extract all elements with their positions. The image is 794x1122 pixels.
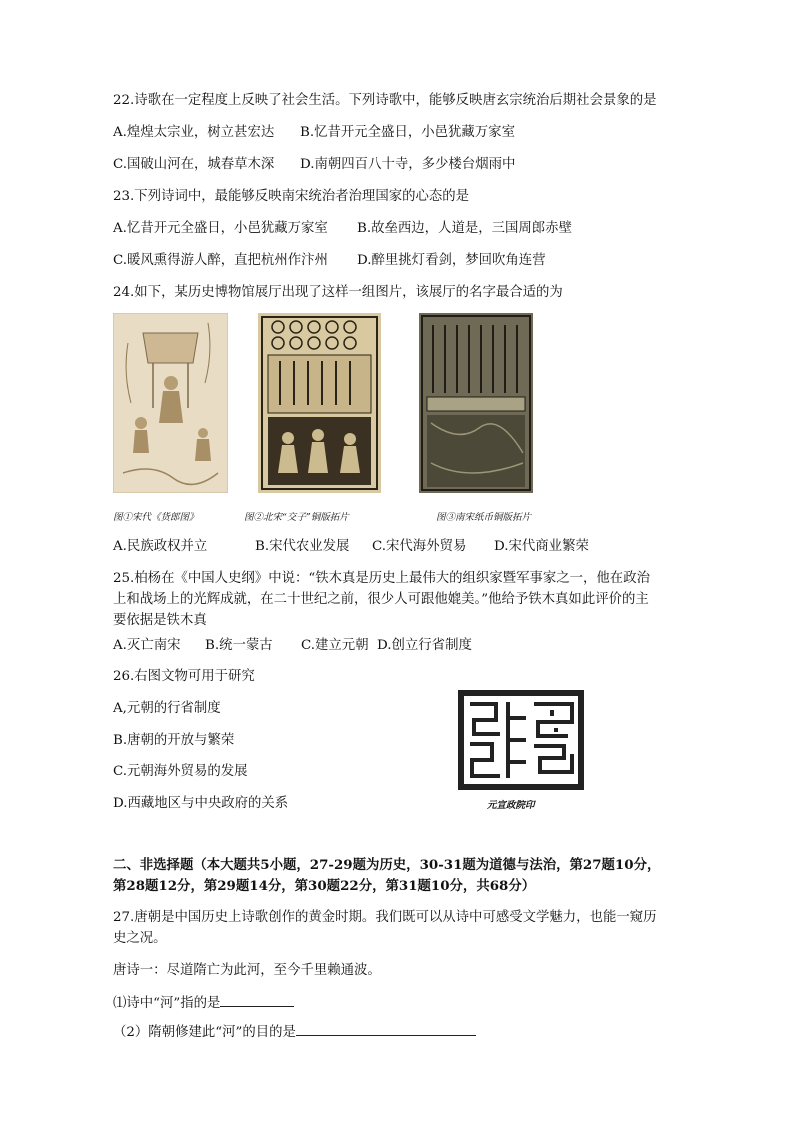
q27-line1: 27.唐朝是中国历史上诗歌创作的黄金时期。我们既可以从诗中可感受文学魅力，也能一窥历	[113, 910, 657, 925]
q25-options	[113, 637, 472, 655]
q25-line1: 25.柏杨在《中国人史纲》中说：“铁木真是历史上最伟大的组织家暨军事家之一，他在政治	[113, 571, 650, 586]
q27-sub1-answer-blank[interactable]	[220, 992, 294, 1007]
q26-stem: 26.右图文物可用于研究	[113, 669, 255, 684]
figure2-caption: 图②北宋“交子”铜版拓片	[244, 512, 349, 523]
q24-option-d: D.宋代商业繁荣	[494, 539, 589, 554]
q26-option-c: C.元朝海外贸易的发展	[113, 764, 248, 779]
jiaozi-rubbing-image	[258, 313, 381, 493]
q25-option-d: D.创立行省制度	[377, 638, 472, 653]
q24-options	[113, 538, 589, 556]
figure1-caption: 图①宋代《货郎图》	[113, 512, 199, 523]
q24-option-b: B.宋代农业发展	[255, 539, 350, 554]
q23-options-row2	[113, 252, 546, 270]
q23-option-c: C.暖风熏得游人醉，直把杭州作汴州	[113, 253, 328, 268]
section2-heading-line2: 第28题12分，第29题14分，第30题22分，第31题10分，共68分）	[113, 878, 536, 894]
q23-option-b: B.故垒西边，人道是，三国周郎赤壁	[357, 221, 572, 236]
q27-line2: 史之况。	[113, 931, 167, 946]
q25-line2: 上和战场上的光辉成就，在二十世纪之前，很少人可跟他媲美。”他给予铁木真如此评价的主	[113, 592, 649, 607]
q27-sub1-text: ⑴诗中“河”指的是	[113, 996, 221, 1011]
q23-option-d: D.醉里挑灯看剑，梦回吹角连营	[357, 253, 546, 268]
figure3-caption: 图③南宋纸币铜版拓片	[436, 512, 532, 523]
q25-option-b: B.统一蒙古	[205, 638, 273, 653]
q27-sub2-answer-blank[interactable]	[296, 1021, 476, 1036]
q27-sub1	[113, 992, 294, 1013]
q25-line3: 要依据是铁木真	[113, 613, 207, 628]
q24-stem: 24.如下，某历史博物馆展厅出现了这样一组图片，该展厅的名字最合适的为	[113, 285, 563, 300]
q22-option-c: C.国破山河在，城春草木深	[113, 157, 275, 172]
q25-option-a: A.灭亡南宋	[113, 638, 181, 653]
q27-sub2	[113, 1021, 476, 1042]
q23-option-a: A.忆昔开元全盛日，小邑犹藏万家室	[113, 221, 328, 236]
section2-heading-line1: 二、非选择题（本大题共5小题，27-29题为历史，30-31题为道德与法治，第27题10分，	[113, 857, 661, 873]
q26-option-a: A,元朝的行省制度	[113, 701, 221, 716]
huolang-painting-image	[113, 313, 228, 493]
q23-options-row1	[113, 220, 572, 238]
q24-option-a: A.民族政权并立	[113, 539, 208, 554]
q26-option-d: D.西藏地区与中央政府的关系	[113, 796, 289, 811]
q22-stem: 22.诗歌在一定程度上反映了社会生活。下列诗歌中，能够反映唐玄宗统治后期社会景象的是	[113, 93, 657, 108]
q27-poem: 唐诗一：尽道隋亡为此河，至今千里赖通波。	[113, 963, 381, 978]
seal-image	[456, 688, 586, 792]
q23-stem: 23.下列诗词中，最能够反映南宋统治者治理国家的心态的是	[113, 189, 470, 204]
q22-options-row2	[113, 156, 515, 174]
q22-options-row1	[113, 124, 515, 142]
q22-option-d: D.南朝四百八十寺，多少楼台烟雨中	[300, 157, 516, 172]
q26-option-b: B.唐朝的开放与繁荣	[113, 733, 235, 748]
q27-sub2-text: （2）隋朝修建此“河”的目的是	[113, 1025, 296, 1040]
q25-option-c: C.建立元朝	[301, 638, 369, 653]
q22-option-a: A.煌煌太宗业，树立甚宏达	[113, 125, 275, 140]
paper-money-rubbing-image	[419, 313, 533, 493]
q24-option-c: C.宋代海外贸易	[372, 539, 467, 554]
q22-option-b: B.忆昔开元全盛日，小邑犹藏万家室	[300, 125, 515, 140]
seal-caption: 元宣政院印	[487, 800, 535, 811]
